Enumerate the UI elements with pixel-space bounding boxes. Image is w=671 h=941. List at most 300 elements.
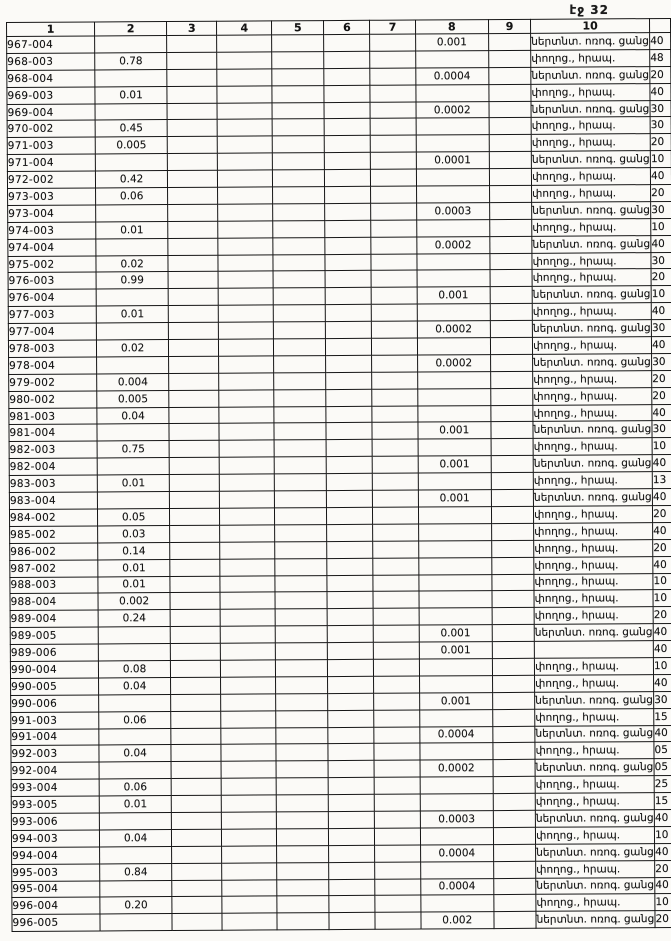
cell-code: 991-004 — [11, 728, 99, 745]
cell-code: 980-002 — [9, 391, 97, 408]
cell-empty-col7 — [372, 338, 417, 355]
cell-col8-value — [416, 135, 489, 152]
cell-empty-col9 — [493, 827, 535, 844]
cell-code: 971-004 — [7, 154, 95, 171]
cell-empty-col5 — [273, 271, 325, 288]
cell-col2-value: 0.01 — [98, 559, 170, 576]
cell-col2-value: 0.20 — [100, 897, 172, 914]
cell-empty-col6 — [326, 305, 372, 322]
cell-col2-value — [99, 694, 171, 711]
cell-code: 996-005 — [12, 914, 100, 931]
cell-empty-col7 — [374, 727, 419, 744]
cell-col2-value: 0.01 — [95, 86, 167, 103]
cell-empty-col5 — [275, 508, 327, 525]
cell-col2-value: 0.03 — [98, 525, 170, 542]
cell-empty-col6 — [325, 203, 371, 220]
cell-empty-col6 — [325, 271, 371, 288]
cell-empty-col9 — [491, 489, 533, 506]
cell-empty-col7 — [372, 406, 417, 423]
cell-empty-col5 — [275, 626, 327, 643]
cell-empty-col6 — [326, 389, 372, 406]
cell-col8-value — [417, 405, 490, 422]
cell-empty-col5 — [277, 879, 329, 896]
cell-code: 992-004 — [11, 762, 99, 779]
cell-col8-value — [417, 388, 490, 405]
margin-mark: 30 — [651, 201, 671, 218]
cell-empty-col4 — [222, 829, 277, 846]
cell-col8-value: 0.0004 — [420, 878, 493, 895]
cell-empty-col5 — [274, 440, 326, 457]
cell-col2-value: 0.06 — [99, 711, 171, 728]
cell-code: 993-006 — [11, 813, 99, 830]
cell-empty-col6 — [328, 642, 374, 659]
cell-empty-col4 — [218, 271, 273, 288]
cell-col8-value: 0.0002 — [416, 101, 489, 118]
column-header: 6 — [324, 20, 370, 34]
cell-col2-value: 0.002 — [98, 593, 170, 610]
cell-empty-col3 — [172, 846, 222, 863]
cell-empty-col7 — [371, 220, 416, 237]
cell-empty-col9 — [492, 557, 534, 574]
cell-description: ներտնտ. ոռոգ. ցանց — [531, 151, 650, 169]
cell-col8-value — [419, 659, 492, 676]
cell-col2-value: 0.01 — [96, 221, 168, 238]
cell-empty-col9 — [491, 456, 533, 473]
cell-empty-col6 — [327, 524, 373, 541]
cell-empty-col5 — [273, 305, 325, 322]
cell-empty-col9 — [493, 776, 535, 793]
cell-empty-col7 — [372, 423, 417, 440]
cell-empty-col9 — [491, 439, 533, 456]
cell-description: փողոց., հրապ. — [533, 404, 652, 422]
cell-description: փողոց., հրապ. — [534, 607, 653, 625]
cell-col8-value — [420, 777, 493, 794]
cell-col2-value: 0.01 — [98, 576, 170, 593]
cell-empty-col4 — [221, 761, 276, 778]
cell-empty-col4 — [219, 356, 274, 373]
cell-empty-col6 — [329, 879, 375, 896]
cell-code: 982-004 — [9, 458, 97, 475]
cell-empty-col6 — [325, 220, 371, 237]
cell-col2-value — [100, 914, 172, 931]
cell-empty-col4 — [221, 778, 276, 795]
margin-mark: 10 — [651, 218, 671, 235]
cell-empty-col5 — [274, 372, 326, 389]
cell-empty-col9 — [492, 574, 534, 591]
cell-description: փողոց., հրապ. — [532, 218, 651, 236]
cell-empty-col7 — [370, 85, 415, 102]
margin-mark: 40 — [652, 336, 671, 353]
cell-empty-col7 — [372, 304, 417, 321]
table-body — [7, 32, 671, 931]
margin-mark: 30 — [651, 320, 671, 337]
cell-empty-col6 — [328, 727, 374, 744]
margin-mark: 20 — [652, 387, 671, 404]
cell-empty-col3 — [168, 221, 218, 238]
cell-empty-col6 — [328, 761, 374, 778]
cell-empty-col9 — [493, 743, 535, 760]
margin-mark: 48 — [650, 49, 671, 66]
cell-empty-col4 — [220, 575, 275, 592]
cell-empty-col9 — [490, 270, 532, 287]
cell-col8-value — [419, 591, 492, 608]
cell-empty-col3 — [169, 407, 219, 424]
cell-col8-value: 0.001 — [419, 692, 492, 709]
cell-empty-col5 — [275, 474, 327, 491]
cell-empty-col6 — [325, 153, 371, 170]
cell-empty-col7 — [371, 203, 416, 220]
cell-empty-col9 — [491, 523, 533, 540]
cell-col8-value — [420, 861, 493, 878]
margin-mark: 40 — [655, 843, 671, 860]
margin-mark: 10 — [652, 438, 671, 455]
cell-col2-value — [99, 813, 171, 830]
cell-empty-col9 — [489, 202, 531, 219]
cell-empty-col3 — [172, 880, 222, 897]
cell-empty-col4 — [218, 288, 273, 305]
cell-empty-col6 — [328, 710, 374, 727]
cell-empty-col7 — [370, 51, 415, 68]
cell-empty-col7 — [372, 389, 417, 406]
cell-empty-col7 — [372, 355, 417, 372]
cell-empty-col7 — [374, 710, 419, 727]
cell-col8-value — [416, 118, 489, 135]
cell-empty-col5 — [277, 913, 329, 930]
cell-empty-col5 — [272, 102, 324, 119]
margin-mark: 40 — [653, 556, 671, 573]
cell-empty-col5 — [273, 187, 325, 204]
cell-empty-col6 — [329, 896, 375, 913]
cell-empty-col7 — [371, 270, 416, 287]
cell-description: ներտնտ. ոռոգ. ցանց — [535, 759, 654, 777]
cell-description: փողոց., հրապ. — [533, 370, 652, 388]
margin-mark: 40 — [652, 455, 671, 472]
cell-empty-col3 — [167, 69, 217, 86]
cell-empty-col4 — [220, 559, 275, 576]
cell-empty-col3 — [172, 829, 222, 846]
cell-col8-value: 0.001 — [419, 625, 492, 642]
cell-empty-col4 — [219, 390, 274, 407]
cell-col8-value: 0.0002 — [416, 236, 489, 253]
cell-col8-value: 0.0002 — [417, 321, 490, 338]
cell-empty-col4 — [218, 238, 273, 255]
cell-code: 996-004 — [12, 897, 100, 914]
cell-empty-col3 — [168, 153, 218, 170]
cell-empty-col3 — [171, 677, 221, 694]
cell-empty-col6 — [327, 575, 373, 592]
cell-empty-col3 — [168, 170, 218, 187]
cell-empty-col6 — [329, 845, 375, 862]
cell-empty-col9 — [490, 219, 532, 236]
cell-empty-col4 — [218, 153, 273, 170]
cell-col2-value — [98, 627, 170, 644]
cell-empty-col6 — [329, 811, 375, 828]
cell-col2-value: 0.04 — [100, 829, 172, 846]
cell-empty-col4 — [218, 221, 273, 238]
cell-empty-col9 — [492, 608, 534, 625]
cell-col2-value — [97, 458, 169, 475]
cell-empty-col3 — [169, 356, 219, 373]
cell-code: 968-004 — [7, 70, 95, 87]
cell-description — [534, 641, 653, 659]
cell-empty-col3 — [170, 576, 220, 593]
cell-code: 990-004 — [10, 661, 98, 678]
cell-empty-col9 — [490, 371, 532, 388]
cell-description: փողոց., հրապ. — [536, 826, 655, 844]
margin-mark: 30 — [650, 117, 671, 134]
cell-empty-col5 — [277, 896, 329, 913]
cell-col2-value — [98, 644, 170, 661]
cell-description: ներտնտ. ոռոգ. ցանց — [535, 725, 654, 743]
cell-empty-col5 — [276, 693, 328, 710]
cell-empty-col9 — [489, 84, 531, 101]
cell-empty-col7 — [373, 591, 418, 608]
cell-empty-col6 — [326, 457, 372, 474]
cell-empty-col9 — [492, 591, 534, 608]
cell-empty-col4 — [219, 440, 274, 457]
cell-empty-col3 — [172, 897, 222, 914]
cell-empty-col6 — [325, 288, 371, 305]
cell-empty-col6 — [326, 440, 372, 457]
cell-empty-col5 — [277, 862, 329, 879]
cell-empty-col6 — [325, 254, 371, 271]
cell-empty-col6 — [324, 119, 370, 136]
cell-col8-value — [418, 523, 491, 540]
cell-empty-col7 — [375, 912, 420, 929]
cell-empty-col9 — [491, 472, 533, 489]
cell-empty-col4 — [218, 254, 273, 271]
cell-empty-col3 — [169, 424, 219, 441]
margin-mark: 15 — [654, 793, 671, 810]
cell-empty-col4 — [221, 795, 276, 812]
cell-empty-col6 — [329, 913, 375, 930]
cell-empty-col4 — [222, 863, 277, 880]
cell-empty-col3 — [170, 593, 220, 610]
cell-empty-col4 — [219, 322, 274, 339]
cell-empty-col6 — [329, 862, 375, 879]
cell-empty-col7 — [375, 879, 420, 896]
cell-empty-col4 — [220, 474, 275, 491]
cell-code: 973-003 — [8, 188, 96, 205]
cell-empty-col6 — [326, 372, 372, 389]
margin-mark: 10 — [651, 286, 671, 303]
cell-description: ներտնտ. ոռոգ. ցանց — [533, 354, 652, 372]
cell-col2-value: 0.84 — [100, 863, 172, 880]
cell-description: փողոց., հրապ. — [534, 506, 653, 524]
margin-mark: 20 — [655, 860, 671, 877]
cell-col8-value — [418, 439, 491, 456]
cell-empty-col5 — [276, 795, 328, 812]
cell-description: փողոց., հրապ. — [536, 894, 655, 912]
cell-empty-col5 — [275, 541, 327, 558]
cell-col2-value — [95, 154, 167, 171]
margin-mark: 20 — [655, 911, 671, 928]
page-number-label: էջ 32 — [569, 3, 609, 17]
margin-mark: 20 — [651, 269, 671, 286]
cell-empty-col4 — [222, 913, 277, 930]
cell-empty-col4 — [221, 727, 276, 744]
cell-empty-col7 — [371, 118, 416, 135]
cell-empty-col5 — [274, 356, 326, 373]
cell-col2-value — [96, 323, 168, 340]
cell-empty-col5 — [273, 254, 325, 271]
cell-empty-col3 — [171, 728, 221, 745]
margin-mark: 10 — [653, 573, 671, 590]
cell-col8-value: 0.001 — [418, 456, 491, 473]
cell-empty-col7 — [375, 811, 420, 828]
cell-description: ներտնտ. ոռոգ. ցանց — [533, 455, 652, 473]
cell-description: փողոց., հրապ. — [535, 674, 654, 692]
cell-empty-col9 — [492, 675, 534, 692]
margin-mark: 20 — [653, 505, 671, 522]
cell-code: 989-004 — [10, 610, 98, 627]
cell-empty-col5 — [276, 660, 328, 677]
cell-empty-col9 — [489, 50, 531, 67]
cell-col8-value — [415, 50, 488, 67]
cell-empty-col3 — [170, 525, 220, 542]
cell-col8-value: 0.001 — [417, 287, 490, 304]
cell-col2-value: 0.24 — [98, 610, 170, 627]
margin-mark: 10 — [655, 894, 671, 911]
cell-col2-value — [97, 356, 169, 373]
cell-empty-col5 — [276, 676, 328, 693]
cell-col2-value: 0.04 — [97, 407, 169, 424]
cell-code: 974-004 — [8, 239, 96, 256]
column-header: 8 — [415, 20, 488, 34]
cell-code: 981-003 — [9, 408, 97, 425]
cell-code: 988-004 — [10, 593, 98, 610]
cell-col8-value: 0.0002 — [420, 760, 493, 777]
cell-empty-col6 — [327, 592, 373, 609]
cell-empty-col7 — [372, 321, 417, 338]
cell-code: 988-003 — [10, 576, 98, 593]
cell-description: փողոց., հրապ. — [533, 472, 652, 490]
cell-empty-col4 — [221, 694, 276, 711]
cell-empty-col4 — [221, 660, 276, 677]
cell-col2-value — [96, 204, 168, 221]
cell-empty-col9 — [492, 692, 534, 709]
cell-empty-col6 — [327, 473, 373, 490]
cell-description: փողոց., հրապ. — [531, 134, 650, 152]
cell-empty-col6 — [327, 507, 373, 524]
cell-description: փողոց., հրապ. — [536, 860, 655, 878]
cell-empty-col9 — [489, 118, 531, 135]
cell-empty-col6 — [328, 659, 374, 676]
margin-mark: 30 — [651, 252, 671, 269]
cell-empty-col5 — [276, 761, 328, 778]
cell-empty-col9 — [491, 405, 533, 422]
cell-empty-col7 — [370, 68, 415, 85]
cell-col2-value: 0.78 — [95, 52, 167, 69]
cell-code: 973-004 — [8, 205, 96, 222]
margin-mark: 40 — [654, 725, 671, 742]
cell-description: փողոց., հրապ. — [532, 252, 651, 270]
cell-col2-value: 0.08 — [99, 660, 171, 677]
cell-empty-col9 — [493, 760, 535, 777]
cell-empty-col5 — [275, 609, 327, 626]
cell-empty-col4 — [222, 896, 277, 913]
cell-empty-col9 — [489, 152, 531, 169]
cell-empty-col3 — [169, 458, 219, 475]
cell-col8-value — [419, 574, 492, 591]
margin-mark: 40 — [652, 404, 671, 421]
cell-empty-col3 — [170, 610, 220, 627]
cell-empty-col7 — [374, 659, 419, 676]
cell-empty-col6 — [328, 693, 374, 710]
cell-col8-value — [417, 338, 490, 355]
cell-empty-col6 — [329, 828, 375, 845]
cell-empty-col4 — [222, 846, 277, 863]
cell-empty-col7 — [371, 169, 416, 186]
cell-empty-col5 — [277, 845, 329, 862]
cell-empty-col3 — [169, 474, 219, 491]
cell-description: ներտնտ. ոռոգ. ցանց — [536, 877, 655, 895]
cell-empty-col4 — [217, 35, 272, 52]
margin-mark: 40 — [650, 168, 671, 185]
cell-empty-col7 — [370, 102, 415, 119]
cell-col8-value — [419, 608, 492, 625]
cell-col2-value: 0.005 — [95, 137, 167, 154]
column-header: 7 — [370, 20, 415, 34]
cell-empty-col5 — [272, 85, 324, 102]
cell-empty-col3 — [170, 491, 220, 508]
cell-empty-col5 — [274, 406, 326, 423]
cell-description: ներտնտ. ոռոգ. ցանց — [536, 843, 655, 861]
cell-description: ներտնտ. ոռոգ. ցանց — [533, 489, 652, 507]
column-header: 1 — [7, 22, 95, 37]
cell-empty-col4 — [220, 508, 275, 525]
cell-empty-col7 — [371, 254, 416, 271]
cell-empty-col6 — [327, 541, 373, 558]
cell-empty-col3 — [168, 255, 218, 272]
cell-col2-value: 0.06 — [99, 779, 171, 796]
cell-col8-value — [420, 794, 493, 811]
cell-col2-value — [96, 289, 168, 306]
cell-code: 993-005 — [11, 796, 99, 813]
cell-empty-col3 — [172, 863, 222, 880]
cell-code: 994-004 — [12, 847, 100, 864]
cell-empty-col7 — [375, 828, 420, 845]
cell-col2-value: 0.99 — [96, 272, 168, 289]
cell-col8-value — [418, 557, 491, 574]
cell-col2-value: 0.75 — [97, 441, 169, 458]
cell-empty-col4 — [222, 812, 277, 829]
margin-mark: 20 — [650, 66, 671, 83]
cell-empty-col4 — [217, 52, 272, 69]
cell-empty-col9 — [494, 878, 536, 895]
cell-description: ներտնտ. ոռոգ. ցանց — [535, 810, 654, 828]
cell-empty-col4 — [220, 525, 275, 542]
cell-code: 978-003 — [8, 340, 96, 357]
cell-code: 989-005 — [10, 627, 98, 644]
cell-empty-col4 — [219, 339, 274, 356]
cell-empty-col9 — [488, 33, 530, 50]
cell-empty-col7 — [375, 895, 420, 912]
cell-col8-value — [418, 507, 491, 524]
cell-empty-col9 — [492, 624, 534, 641]
cell-empty-col5 — [273, 170, 325, 187]
cell-code: 984-002 — [9, 509, 97, 526]
cell-col2-value — [95, 103, 167, 120]
cell-empty-col3 — [171, 778, 221, 795]
cell-description: փողոց., հրապ. — [534, 590, 653, 608]
cell-description: փողոց., հրապ. — [533, 438, 652, 456]
margin-mark: 13 — [652, 472, 671, 489]
margin-mark: 20 — [653, 607, 671, 624]
cell-empty-col5 — [276, 643, 328, 660]
cell-empty-col4 — [218, 187, 273, 204]
cell-empty-col6 — [328, 777, 374, 794]
